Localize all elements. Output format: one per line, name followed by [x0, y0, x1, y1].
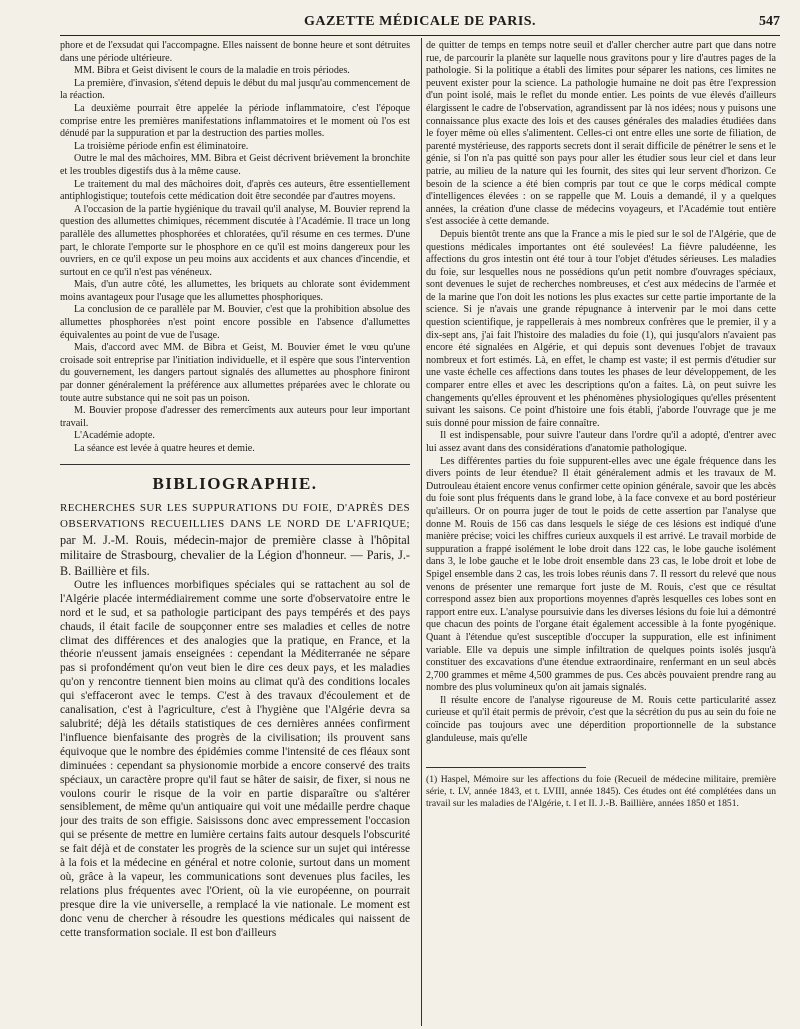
paragraph: Mais, d'accord avec MM. de Bibra et Geist, M. Bouvier émet le vœu qu'une croisade soit entreprise par l'initiation individuelle, et il espère que sous l'intervention du gouvernement, les dangers partout signalés des allumettes au phosphore finiront par donner généralement la préférence aux allumettes préparées avec le chlorate ou toute autre substance qui ne soit pas un poison. — [60, 342, 410, 404]
review-continuation — [426, 40, 776, 745]
paragraph: M. Bouvier propose d'adresser des remercîments aux auteurs pour leur important travail. — [60, 405, 410, 429]
review-body — [60, 579, 410, 941]
left-column — [60, 40, 410, 1024]
paragraph: Outre les influences morbifiques spéciales qui se rattachent au sol de l'Algérie placée intermédiairement comme une sorte d'observatoire entre le nord et le sud, et sa pathologie participant des pays tempérés et des pays chauds, il était facile de soupçonner entre ses maladies et celles de notre climat des différences et des analogies que la pratique, en France, et la théorie n'eussent jamais enseignées : cependant la Méditerranée ne sépare pas si profondément qu'on veut bien le dire ces deux pays, et les maladies qu'on y rencontre tiennent bien moins au climat qu'à des conditions locales qui s'effaceront avec le temps. C'est à des travaux d'écoulement et de canalisation, c'est à l'agriculture, c'est à l'hygiène que l'Algérie devra sa salubrité; déjà les détails statistiques de ces dernières années confirment l'influence bienfaisante des progrès de la civilisation; ils prouvent sans équivoque que le nombre des épidémies comme l'intensité de ces fléaux sont diminuées : cependant sa physionomie morbide a encore conservé des traits spéciaux, un caractère propre qu'il faut se hâter de saisir, de fixer, si nous ne voulons courir le risque de la voir en partie disparaître ou s'altérer sensiblement, de même qu'un antiquaire qui voit une médaille perdre chaque jour des traits de son effigie. Saisissons donc avec empressement l'occasion qui se présente de mettre en lumière certains faits autour desquels l'obscurité se fait déjà et de constater les progrès de la science sur un sujet qui intéresse à la fois et la médecine en général et notre colonie, surtout dans un moment où, grâce à la vapeur, les communications sont devenues plus faciles, les relations plus fréquentes avec l'Orient, où la vie européenne, on pourrait presque dire la vie universelle, a remplacé la vie nationale. Le moment est donc venu de chercher à résoudre les questions médicales qui naissent de cette transformation sociale. Il est bon d'ailleurs — [60, 578, 410, 939]
paragraph: Depuis bientôt trente ans que la France a mis le pied sur le sol de l'Algérie, que de questions médicales importantes ont été soulevées! La fièvre paludéenne, les affections du gros intestin ont été tour à tour l'objet d'études sérieuses. Les maladies du foie, sur lesquelles nous ne possédions qu'un petit nombre d'ouvrages spéciaux, sont devenues le sujet de recherches nombreuses, et c'est aux médecins de l'armée et de la marine que l'on doit les notions les plus exactes sur cette partie importante de la science. Si je n'avais une grande répugnance à intervenir par le moi dans cette question scientifique, je rappellerais à mes nombreux confrères que le premier, il y a dix-sept ans, j'ai fait l'histoire des maladies du foie (1), qui jusqu'alors n'avaient pas encore été signalées en Algérie, et qui depuis sont devenues l'objet de travaux nombreux et fort estimés. Là, en effet, le champ est vaste; il est permis d'étudier sur une vaste échelle ces affections dans toutes les phases de leur développement, de les comparer entre elles et avec les descriptions qu'on a faites. Là, on peut suivre les changements qu'elles éprouvent et les phénomènes physiologiques qu'elles présentent suivant les saisons. Ce point d'histoire une fois établi, j'aborde l'ouvrage que je me suis donné pour mission de faire connaître. — [426, 228, 776, 429]
academy-report — [60, 40, 410, 456]
paragraph: L'Académie adopte. — [74, 430, 155, 442]
footnote-text: (1) Haspel, Mémoire sur les affections du foie (Recueil de médecine militaire, première série, t. LV, année 1843, et t. LVIII, année 1845). Ces études ont été complétées dans un travail sur les maladies de l'Algérie, t. I et II. J.-B. Baillière, années 1850 et 1851. — [426, 774, 776, 810]
section-rule — [60, 464, 410, 465]
paragraph: Mais, d'un autre côté, les allumettes, les briquets au chlorate sont évidemment moins avantageux pour l'usage que les allumettes phosphoriques. — [60, 279, 410, 303]
right-column — [426, 40, 776, 1024]
column-divider — [421, 38, 422, 1026]
paragraph: de quitter de temps en temps notre seuil et d'aller chercher autre part que dans notre rue, de parcourir la planète sur laquelle nous gravitons pour y lire d'autres pages de la pathologie. Si la politique a établi des limites pour séparer les nations, ces limites ne peuvent exister pour la science. La pathologie humaine ne doit pas être l'expression d'un point isolé, mais le reflet du monde entier. Les points de vue élevés d'ailleurs élargissent le cadre de l'observation, agrandissent par là nos idées; nous y puisons une connaissance plus exacte des lois et des causes générales des maladies étudiées dans le foyer même où elles s'alimentent. Celles-ci ont entre elles une sorte de filiation, de parenté mystérieuse, des rapports secrets dont il serait difficile de pénétrer le sens et le génie, si l'on n'a pas quitté son pays pour aller les étudier sous leur ciel et dans leur patrie, au milieu de la nature qui les fournit, des sites qui leur servent d'horizon. Ce besoin de la science a été bien compris par tout ce que le corps médical compte d'intelligences élevées : on se rappelle que M. Louis a demandé, il y a quelques années, la création d'une classe de médecins voyageurs, et l'Académie tout entière s'est associée à cette demande. — [426, 40, 776, 228]
paragraph: La troisième période enfin est éliminatoire. — [74, 140, 249, 152]
paragraph: Le traitement du mal des mâchoires doit, d'après ces auteurs, être essentiellement antiphlogistique; toutefois cette médication doit être secondée par d'autres moyens. — [60, 178, 410, 203]
paragraph: Outre le mal des mâchoires, MM. Bibra et Geist décrivent brièvement la bronchite et les troubles digestifs dus à la même cause. — [60, 153, 410, 177]
paragraph: Les différentes parties du foie suppurent-elles avec une égale fréquence dans les divers points de leur étendue? Il était généralement admis et les travaux de M. Dutrouleau étaient encore venus confirmer cette opinion générale, savoir que les abcès du foie sont plus fréquents dans le grand lobe, à la face convexe et au bord postérieur qu'ailleurs. Or on pourra juger de tout le poids de cette assertion par l'analyse que donne M. Rouis de 156 cas dans lesquels le siége de ces lésions est indiqué d'une manière précise; voici les chiffres curieux auxquels il est arrivé. Le travail morbide de suppuration a frappé isolément le lobe droit dans 122 cas, le lobe gauche isolément dans 3, le lobe gauche et le lobe droit ensemble dans 23 cas, le lobe droit et lobe de Spigel ensemble dans 2 cas, les trois lobes réunis dans 7. Il ressort du relevé que nous venons de présenter une remarque fort juste de M. Rouis, c'est que ce résultat correspond assez bien aux proportions moyennes d'après lesquelles ces lobes sont en rapport entre eux. L'analyse poursuivie dans les diverses lésions du foie lui a démontré que chacun des points de l'organe était également accessible à la fonte pyogénique. Quant à l'étendue qu'est susceptible d'occuper la suppuration, elle est infiniment variable. Elle va depuis une simple infiltration de quelques points isolés jusqu'à constituer des excavations d'une étendue extraordinaire, renfermant en un seul abcès 2,700 grammes et même 4,500 grammes de pus. Ces abcès pouvaient prendre rang au nombre des plus volumineux qu'on ait jamais signalés. — [426, 455, 776, 694]
section-title: BIBLIOGRAPHIE. — [152, 473, 318, 493]
page-number: 547 — [759, 14, 780, 29]
paragraph: La séance est levée à quatre heures et demie. — [74, 443, 255, 454]
book-title: RECHERCHES SUR LES SUPPURATIONS DU FOIE, D'APRÈS DES OBSERVATIONS RECUEILLIES DANS LE NORD DE L'AFRIQUE; — [60, 501, 410, 531]
footnote-rule — [426, 767, 586, 768]
paragraph: A l'occasion de la partie hygiénique du travail qu'il analyse, M. Bouvier reprend la question des allumettes chimiques, récemment discutée à l'Académie. Il trace un long parallèle des allumettes phosphorées et chloratées, qu'il résume en ces termes. D'une part, le chlorate l'emporte sur le phosphore en ce qu'il est moins dangereux pour les ouvriers, en ce qu'il expose un peu moins aux accidents et aux chances d'incendie, et surtout en ce qu'il n'est pas vénéneux. — [60, 203, 410, 278]
paragraph: La première, d'invasion, s'étend depuis le début du mal jusqu'au commencement de la réaction. — [60, 77, 410, 102]
paragraph: MM. Bibra et Geist divisent le cours de la maladie en trois périodes. — [74, 65, 350, 77]
book-reference — [60, 500, 410, 579]
paragraph: Il est indispensable, pour suivre l'auteur dans l'ordre qu'il a adopté, d'entrer avec lui assez avant dans des considérations d'anatomie pathologique. — [426, 430, 776, 454]
paragraph: La conclusion de ce parallèle par M. Bouvier, c'est que la prohibition absolue des allumettes phosphorées n'est point encore possible en l'absence d'allumettes équivalentes au point de vue de l'usage. — [60, 304, 410, 341]
page-header — [60, 14, 780, 36]
running-title: GAZETTE MÉDICALE DE PARIS. — [303, 14, 537, 29]
header-rule — [60, 35, 780, 36]
book-author-publisher: par M. J.-M. Rouis, médecin-major de première classe à l'hôpital militaire de Strasbourg, chevalier de la Légion d'honneur. — Paris, J.-B. Baillière et fils. — [60, 532, 410, 578]
paragraph: La deuxième pourrait être appelée la période inflammatoire, c'est l'époque comprise entre les premières manifestations inflammatoires et le moment où l'os est dénudé par la suppuration et par la destruction des parties molles. — [60, 102, 410, 140]
paragraph: phore et de l'exsudat qui l'accompagne. Elles naissent de bonne heure et sont détruites dans une période ultérieure. — [60, 40, 410, 64]
paragraph: Il résulte encore de l'analyse rigoureuse de M. Rouis cette particularité assez curieuse et qu'il était permis de prévoir, c'est que la sécrétion du pus au sein du foie ne coïncide pas toujours avec une déperdition proportionnelle de la substance glanduleuse, mais qu'elle — [426, 694, 776, 744]
footnote — [426, 774, 776, 810]
